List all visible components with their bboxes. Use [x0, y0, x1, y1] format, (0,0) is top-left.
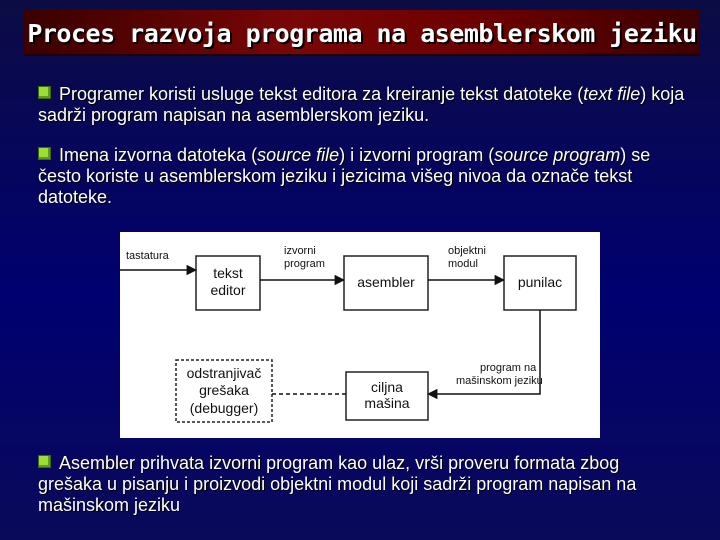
bullet-2-text-c: ) se često koriste u asemblerskom jeziku i jezicima višeg nivoa da označe tekst datoteke. [38, 145, 651, 207]
bullet-1-emphasis: text file [583, 84, 641, 104]
source-program-label-line-2: program [284, 258, 325, 270]
linker-label: punilac [517, 274, 563, 290]
editor-label-line-2: editor [210, 282, 246, 298]
bullet-icon [38, 455, 51, 468]
debugger-label-line-3: (debugger) [189, 400, 259, 416]
bullet-paragraph-2 [38, 145, 688, 208]
target-label-line-1: ciljna [371, 379, 403, 395]
bullet-2-emphasis-a: source file [257, 145, 340, 165]
bullet-1-text-a: Programer koristi usluge tekst editora za kreiranje tekst datoteke ( [59, 84, 584, 104]
machine-program-label-line-2: mašinskom jeziku [456, 375, 543, 387]
bullet-3-text: Asembler prihvata izvorni program kao ulaz, vrši proveru formata zbog grešaka u pisanju i proizvodi objektni modul koji sadrži program napisan na mašinskom jeziku [38, 453, 637, 515]
bullet-1-text-b: ) koja sadrži program napisan na asemblerskom jeziku. [38, 84, 685, 125]
bullet-2-emphasis-b: source program [494, 145, 621, 165]
editor-label-line-1: tekst [213, 265, 243, 281]
bullet-paragraph-3 [38, 453, 688, 516]
object-module-label-line-2: modul [448, 258, 478, 270]
bullet-icon [38, 147, 51, 160]
slide-title: Proces razvoja programa na asemblerskom jeziku [27, 19, 697, 48]
input-label: tastatura [126, 250, 169, 262]
debugger-label-line-2: grešaka [199, 382, 249, 398]
bullet-2-text-a: Imena izvorna datoteka ( [59, 145, 258, 165]
object-module-label-line-1: objektni [448, 245, 486, 257]
assembler-label: asembler [357, 274, 415, 290]
title-bar [24, 10, 700, 54]
diagram-svg [120, 232, 600, 438]
source-program-label-line-1: izvorni [284, 245, 316, 257]
bullet-icon [38, 86, 51, 99]
machine-program-label-line-1: program na [480, 362, 537, 374]
bullet-2-text-b: ) i izvorni program ( [339, 145, 495, 165]
debugger-label-line-1: odstranjivač [186, 365, 262, 381]
target-label-line-2: mašina [364, 395, 410, 411]
development-process-diagram [120, 232, 600, 438]
bullet-paragraph-1 [38, 84, 688, 126]
